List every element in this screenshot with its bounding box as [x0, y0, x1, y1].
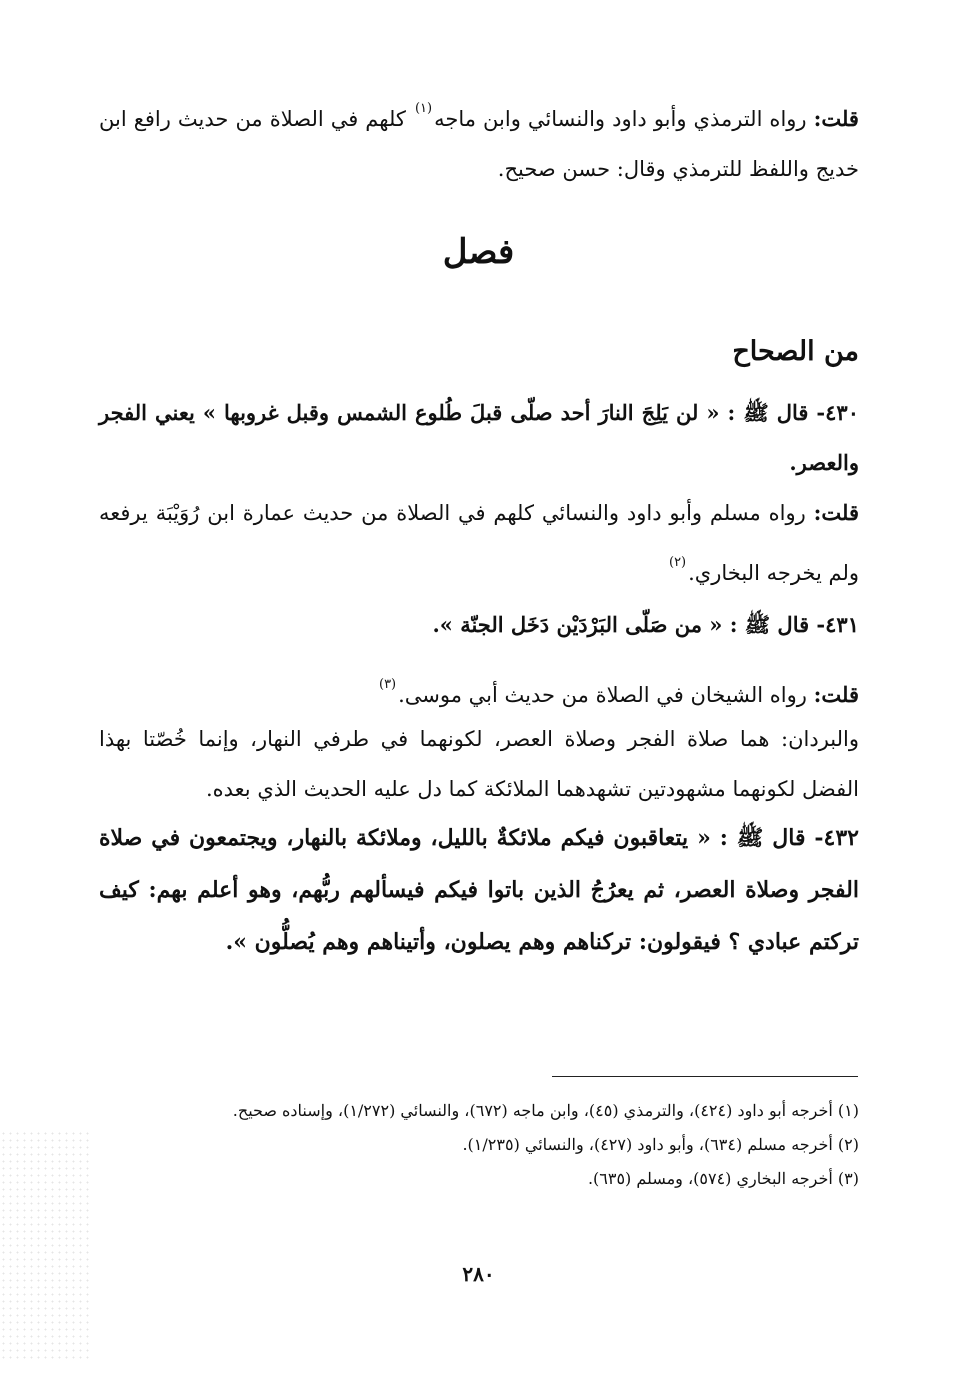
explanation-paragraph: والبردان: هما صلاة الفجر وصلاة العصر، لكونهما في طرفي النهار، وإنما خُصّتا بهذا الفضل لكونهما مشهودتين تشهدهما الملائكة كما دل عليه الحديث الذي بعده.	[99, 727, 859, 801]
footnote-marker-2[interactable]: (٢)	[668, 555, 687, 570]
hadith-430: ٤٣٠- قال ﷺ : « لن يَلِجَ النارَ أحد صلّى قبلَ طُلوع الشمس وقبل غروبها » يعني الفجر والعصر.	[99, 400, 859, 475]
note-label: قلت:	[813, 500, 859, 525]
footnotes	[99, 1094, 859, 1196]
footnote-1: (١) أخرجه أبو داود (٤٢٤)، والترمذي (٤٥)، وابن ماجه (٦٧٢)، والنسائي (١/٢٧٢)، وإسناده صحيح.	[232, 1101, 859, 1120]
intro-text-end: كلهم في الصلاة من حديث رافع ابن خديج واللفظ للترمذي وقال: حسن صحيح.	[99, 107, 859, 181]
footnote-marker-1[interactable]: (١)	[414, 101, 433, 116]
note-430-text: رواه مسلم وأبو داود والنسائي كلهم في الصلاة من حديث عمارة ابن رُوَيْبَة يرفعه ولم يخرجه البخاري.	[99, 501, 859, 585]
note-label: قلت:	[813, 106, 859, 131]
footnote-2: (٢) أخرجه مسلم (٦٣٤)، وأبو داود (٤٢٧)، والنسائي (١/٢٣٥).	[462, 1135, 859, 1154]
note-label: قلت:	[813, 682, 859, 707]
note-430	[99, 488, 859, 598]
hadith-432: ٤٣٢- قال ﷺ : « يتعاقبون فيكم ملائكةٌ بالليل، وملائكة بالنهار، ويجتمعون في صلاة الفجر وصلاة العصر، ثم يعرُجُ الذين باتوا فيكم فيسألهم ربُّهم، وهو أعلم بهم: كيف تركتم عبادي ؟ فيقولون: تركناهم وهم يصلون، وأتيناهم وهم يُصلُّون ».	[99, 825, 859, 955]
intro-paragraph	[99, 84, 859, 194]
note-431	[99, 660, 859, 720]
hadith-431: ٤٣١- قال ﷺ : « من صَلّى البَرْدَيْن دَخَل الجنّة ».	[432, 612, 859, 637]
intro-text-start: رواه الترمذي وأبو داود والنسائي وابن ماجه	[434, 107, 807, 131]
section-title: فصل	[442, 232, 515, 272]
page-number: ٢٨٠	[462, 1262, 495, 1286]
footnote-3: (٣) أخرجه البخاري (٥٧٤)، ومسلم (٦٣٥).	[587, 1169, 859, 1188]
note-431-text: رواه الشيخان في الصلاة من حديث أبي موسى.	[398, 683, 807, 707]
subsection-title: من الصحاح	[732, 336, 859, 367]
scan-speckle	[0, 1130, 90, 1360]
footnote-divider	[552, 1076, 858, 1077]
footnote-marker-3[interactable]: (٣)	[378, 677, 397, 692]
